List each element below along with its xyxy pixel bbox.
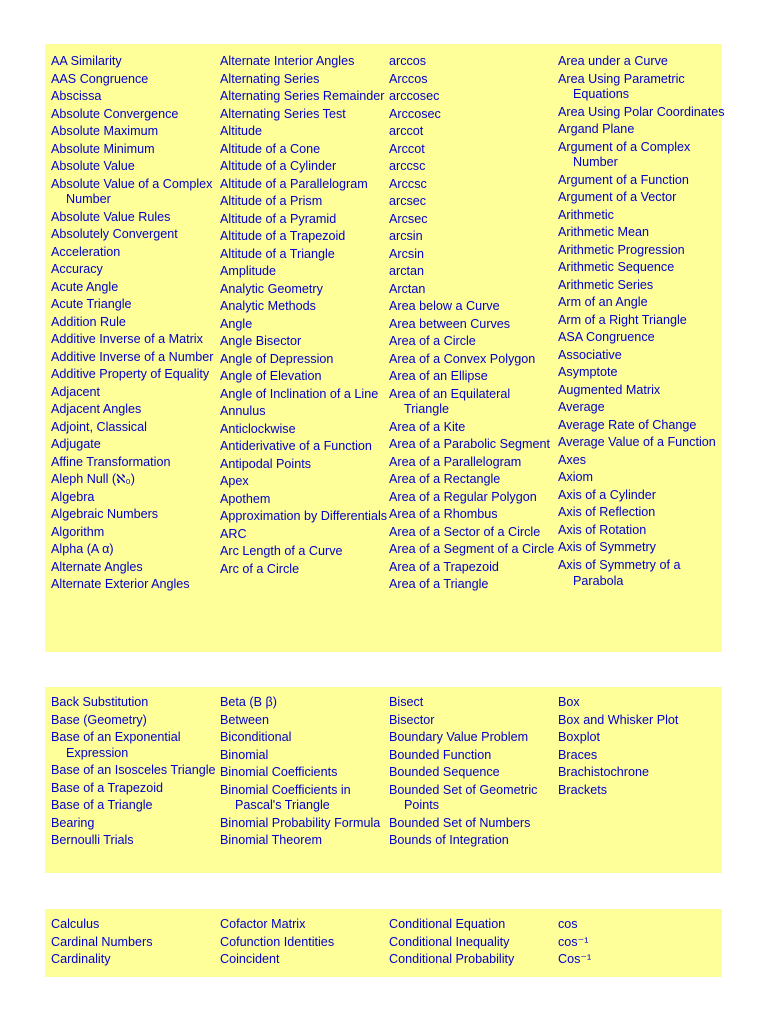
glossary-term-link[interactable]: Apothem [220, 491, 271, 506]
glossary-term-link[interactable]: Area Using Polar Coordinates [558, 104, 725, 119]
glossary-term-link[interactable]: Arccot [389, 141, 425, 156]
glossary-term-link[interactable]: Altitude of a Trapezoid [220, 229, 346, 243]
glossary-term-link[interactable]: Brachistochrone [558, 765, 650, 779]
glossary-term-link[interactable]: Angle [220, 316, 253, 331]
glossary-term-link[interactable]: arccsc [389, 159, 426, 173]
glossary-term-link[interactable]: Area of an Equilateral Triangle [389, 386, 511, 417]
glossary-term-link[interactable]: Area of a Regular Polygon [389, 489, 537, 504]
glossary-term-link[interactable]: Cos⁻¹ [558, 952, 592, 966]
term-column [558, 695, 727, 851]
glossary-term-link[interactable]: arctan [389, 264, 425, 278]
glossary-term-link[interactable]: arccot [389, 124, 424, 138]
glossary-term-link[interactable]: Angle of Elevation [220, 369, 322, 383]
glossary-term-link[interactable]: Addition Rule [51, 314, 126, 329]
glossary-term-link[interactable]: Augmented Matrix [558, 382, 661, 397]
glossary-term-link[interactable]: Binomial Probability Formula [220, 815, 381, 830]
term-column [558, 917, 727, 970]
glossary-term-link[interactable]: Abscissa [51, 89, 102, 103]
glossary-term-link[interactable]: Area of a Parabolic Segment [389, 437, 551, 452]
glossary-term-link[interactable]: Alternating Series Remainder [220, 89, 385, 103]
term-column [558, 54, 727, 595]
glossary-term-link[interactable]: Cardinal Numbers [51, 934, 153, 949]
glossary-term-link[interactable]: Arccsc [389, 176, 427, 191]
glossary-term-link[interactable]: Argument of a Vector [558, 190, 677, 205]
glossary-term-link[interactable]: Absolute Value [51, 159, 135, 173]
glossary-term-link[interactable]: Base of a Triangle [51, 798, 153, 813]
glossary-term-link[interactable]: Axis of Symmetry [558, 540, 656, 555]
glossary-term-link[interactable]: Area below a Curve [389, 299, 500, 313]
glossary-term-link[interactable]: Box [558, 695, 580, 709]
glossary-term-link[interactable]: Arithmetic Series [558, 277, 654, 292]
glossary-term-link[interactable]: Area of a Rectangle [389, 472, 501, 487]
glossary-term-link[interactable]: Binomial Coefficients in Pascal's Triangle [220, 782, 351, 813]
section-a-columns [51, 54, 725, 595]
glossary-term-link[interactable]: Boxplot [558, 730, 601, 744]
glossary-term-link[interactable]: Acute Angle [51, 279, 119, 294]
glossary-term-link[interactable]: Arc Length of a Curve [220, 544, 343, 558]
glossary-section-b [45, 687, 722, 873]
glossary-term-link[interactable]: Average Rate of Change [558, 417, 697, 432]
glossary-term-link[interactable]: Argand Plane [558, 122, 635, 137]
glossary-term-link[interactable]: Antiderivative of a Function [220, 439, 372, 453]
glossary-term-link[interactable]: Bounded Function [389, 747, 492, 762]
glossary-term-link[interactable]: Base of an Exponential Expression [51, 730, 181, 760]
glossary-term-link[interactable]: ARC [220, 526, 247, 541]
glossary-term-link[interactable]: Arm of an Angle [558, 295, 648, 310]
glossary-term-link[interactable]: Base (Geometry) [51, 712, 147, 727]
glossary-term-link[interactable]: Back Substitution [51, 695, 149, 709]
glossary-term-link[interactable]: Coincident [220, 952, 280, 966]
glossary-term-link[interactable]: Bounded Set of Geometric Points [389, 782, 538, 813]
glossary-term-link[interactable]: Axes [558, 452, 586, 467]
glossary-term-link[interactable]: Additive Inverse of a Number [51, 349, 214, 364]
glossary-term-link[interactable]: Binomial Coefficients [220, 765, 338, 779]
glossary-term-link[interactable]: Additive Property of Equality [51, 367, 210, 382]
glossary-term-link[interactable]: arccos [389, 54, 427, 68]
glossary-term-link[interactable]: Box and Whisker Plot [558, 712, 679, 727]
glossary-term-link[interactable]: Altitude of a Cone [220, 141, 321, 156]
glossary-term-link[interactable]: Alpha (Α α) [51, 542, 114, 557]
glossary-term-link[interactable]: Area of a Kite [389, 419, 466, 434]
glossary-term-link[interactable]: Between [220, 712, 270, 727]
glossary-term-link[interactable]: Arccosec [389, 106, 441, 121]
glossary-term-link[interactable]: Arithmetic Progression [558, 242, 685, 257]
glossary-term-link[interactable]: Conditional Inequality [389, 934, 510, 949]
glossary-term-link[interactable]: Arc of a Circle [220, 561, 300, 576]
glossary-term-link[interactable]: Cofunction Identities [220, 934, 335, 949]
glossary-term-link[interactable]: Arithmetic Mean [558, 225, 649, 240]
glossary-term-link[interactable]: Altitude of a Cylinder [220, 159, 337, 173]
glossary-term-link[interactable]: Arithmetic [558, 207, 614, 222]
glossary-term-link[interactable]: Adjugate [51, 437, 101, 452]
glossary-term-link[interactable]: Alternating Series [220, 71, 320, 86]
glossary-term-link[interactable]: cos [558, 917, 578, 931]
glossary-term-link[interactable]: Analytic Geometry [220, 281, 323, 296]
term-column [389, 54, 558, 595]
glossary-term-link[interactable]: Adjoint, Classical [51, 419, 147, 434]
glossary-term-link[interactable]: Absolute Maximum [51, 124, 159, 138]
glossary-term-link[interactable]: Area of a Triangle [389, 577, 489, 592]
glossary-term-link[interactable]: Biconditional [220, 730, 292, 744]
glossary-term-link[interactable]: Axis of Symmetry of a Parabola [558, 557, 681, 588]
glossary-term-link[interactable]: Additive Inverse of a Matrix [51, 332, 203, 347]
glossary-term-link[interactable]: Angle of Depression [220, 351, 334, 366]
glossary-term-link[interactable]: Brackets [558, 782, 607, 797]
section-b-columns [51, 695, 722, 851]
glossary-term-link[interactable]: Altitude of a Pyramid [220, 211, 337, 226]
glossary-term-link[interactable]: Accuracy [51, 262, 103, 277]
glossary-term-link[interactable]: cos⁻¹ [558, 934, 589, 949]
glossary-term-link[interactable]: Adjacent Angles [51, 402, 142, 417]
term-column [220, 54, 389, 595]
glossary-term-link[interactable]: Alternate Exterior Angles [51, 577, 190, 592]
glossary-term-link[interactable]: Absolute Value of a Complex Number [51, 176, 213, 207]
glossary-term-link[interactable]: Bisector [389, 712, 435, 727]
glossary-term-link[interactable]: Base of an Isosceles Triangle [51, 763, 216, 778]
glossary-term-link[interactable]: Aleph Null (ℵ₀) [51, 472, 135, 487]
glossary-term-link[interactable]: Alternate Angles [51, 559, 143, 574]
glossary-term-link[interactable]: Conditional Equation [389, 917, 506, 931]
glossary-term-link[interactable]: Bisect [389, 695, 424, 709]
term-column [389, 695, 558, 851]
glossary-term-link[interactable]: Approximation by Differentials [220, 509, 388, 523]
glossary-term-link[interactable]: Angle Bisector [220, 334, 302, 348]
glossary-term-link[interactable]: Area of a Sector of a Circle [389, 524, 541, 539]
glossary-term-link[interactable]: Conditional Probability [389, 952, 515, 966]
glossary-term-link[interactable]: ASA Congruence [558, 330, 655, 345]
glossary-term-link[interactable]: Argument of a Complex Number [558, 139, 691, 170]
glossary-term-link[interactable]: Associative [558, 347, 622, 362]
glossary-term-link[interactable]: Bounded Sequence [389, 765, 500, 779]
glossary-term-link[interactable]: Asymptote [558, 365, 618, 380]
glossary-term-link[interactable]: Area of a Parallelogram [389, 454, 522, 469]
glossary-term-link[interactable]: Argument of a Function [558, 172, 689, 187]
glossary-term-link[interactable]: Base of a Trapezoid [51, 780, 164, 795]
glossary-term-link[interactable]: Arm of a Right Triangle [558, 312, 687, 327]
glossary-term-link[interactable]: Bearing [51, 815, 95, 830]
glossary-section-c [45, 909, 722, 977]
glossary-term-link[interactable]: Arctan [389, 281, 426, 296]
glossary-term-link[interactable]: Antipodal Points [220, 456, 312, 471]
glossary-term-link[interactable]: AAS Congruence [51, 71, 149, 86]
glossary-term-link[interactable]: Angle of Inclination of a Line [220, 386, 379, 401]
glossary-term-link[interactable]: Acceleration [51, 244, 121, 259]
glossary-term-link[interactable]: arcsin [389, 229, 423, 243]
glossary-term-link[interactable]: Algebra [51, 489, 95, 504]
glossary-term-link[interactable]: Axis of Rotation [558, 522, 647, 537]
glossary-term-link[interactable]: arccosec [389, 89, 440, 103]
glossary-term-link[interactable]: Average Value of a Function [558, 435, 716, 450]
glossary-term-link[interactable]: Altitude of a Triangle [220, 246, 335, 261]
glossary-term-link[interactable]: Absolute Minimum [51, 141, 155, 156]
glossary-term-link[interactable]: Axis of Reflection [558, 505, 656, 520]
glossary-term-link[interactable]: Cardinality [51, 952, 111, 966]
glossary-term-link[interactable]: Cofactor Matrix [220, 917, 306, 931]
glossary-term-link[interactable]: Area of a Convex Polygon [389, 351, 536, 366]
glossary-term-link[interactable]: Binomial Theorem [220, 833, 322, 848]
glossary-term-link[interactable]: Average [558, 400, 605, 415]
glossary-term-link[interactable]: Absolutely Convergent [51, 227, 178, 242]
glossary-term-link[interactable]: Arcsec [389, 211, 428, 226]
glossary-term-link[interactable]: Apex [220, 474, 249, 488]
glossary-term-link[interactable]: Altitude [220, 124, 263, 138]
glossary-term-link[interactable]: Braces [558, 747, 598, 762]
glossary-term-link[interactable]: Altitude of a Parallelogram [220, 176, 368, 191]
glossary-term-link[interactable]: Absolute Convergence [51, 106, 179, 121]
glossary-term-link[interactable]: Amplitude [220, 264, 277, 278]
glossary-term-link[interactable]: Analytic Methods [220, 299, 316, 313]
glossary-term-link[interactable]: Bernoulli Trials [51, 833, 134, 848]
glossary-term-link[interactable]: Binomial [220, 747, 269, 762]
term-column [51, 917, 220, 970]
glossary-term-link[interactable]: Calculus [51, 917, 100, 931]
term-column [389, 917, 558, 970]
glossary-term-link[interactable]: Annulus [220, 404, 266, 418]
glossary-term-link[interactable]: Algebraic Numbers [51, 507, 159, 522]
glossary-term-link[interactable]: Adjacent [51, 384, 101, 399]
glossary-term-link[interactable]: Beta (Β β) [220, 695, 277, 709]
glossary-term-link[interactable]: Arithmetic Sequence [558, 260, 675, 275]
glossary-term-link[interactable]: Alternate Interior Angles [220, 54, 355, 68]
term-column [51, 54, 220, 595]
term-column [51, 695, 220, 851]
glossary-section-a [45, 44, 725, 652]
glossary-term-link[interactable]: Affine Transformation [51, 454, 171, 469]
glossary-term-link[interactable]: Alternating Series Test [220, 106, 346, 121]
glossary-term-link[interactable]: Boundary Value Problem [389, 730, 529, 744]
glossary-term-link[interactable]: Area of a Trapezoid [389, 559, 499, 574]
glossary-term-link[interactable]: Bounds of Integration [389, 833, 509, 848]
glossary-term-link[interactable]: Area of an Ellipse [389, 369, 488, 383]
glossary-term-link[interactable]: arcsec [389, 194, 427, 208]
term-column [220, 695, 389, 851]
glossary-term-link[interactable]: Anticlockwise [220, 421, 296, 436]
glossary-term-link[interactable]: Axis of a Cylinder [558, 487, 656, 502]
glossary-term-link[interactable]: Area of a Segment of a Circle [389, 542, 555, 557]
glossary-term-link[interactable]: Arccos [389, 71, 428, 86]
glossary-term-link[interactable]: Axiom [558, 470, 593, 485]
glossary-term-link[interactable]: AA Similarity [51, 54, 122, 68]
glossary-term-link[interactable]: Area between Curves [389, 316, 511, 331]
glossary-term-link[interactable]: Arcsin [389, 246, 424, 261]
glossary-term-link[interactable]: Area of a Circle [389, 334, 476, 348]
glossary-term-link[interactable]: Absolute Value Rules [51, 209, 171, 224]
section-c-columns [51, 917, 722, 970]
glossary-term-link[interactable]: Area under a Curve [558, 54, 668, 68]
glossary-term-link[interactable]: Acute Triangle [51, 297, 132, 312]
glossary-term-link[interactable]: Area Using Parametric Equations [558, 71, 685, 102]
glossary-term-link[interactable]: Bounded Set of Numbers [389, 815, 531, 830]
glossary-term-link[interactable]: Algorithm [51, 524, 105, 539]
glossary-term-link[interactable]: Area of a Rhombus [389, 507, 498, 522]
term-column [220, 917, 389, 970]
glossary-term-link[interactable]: Altitude of a Prism [220, 194, 323, 208]
